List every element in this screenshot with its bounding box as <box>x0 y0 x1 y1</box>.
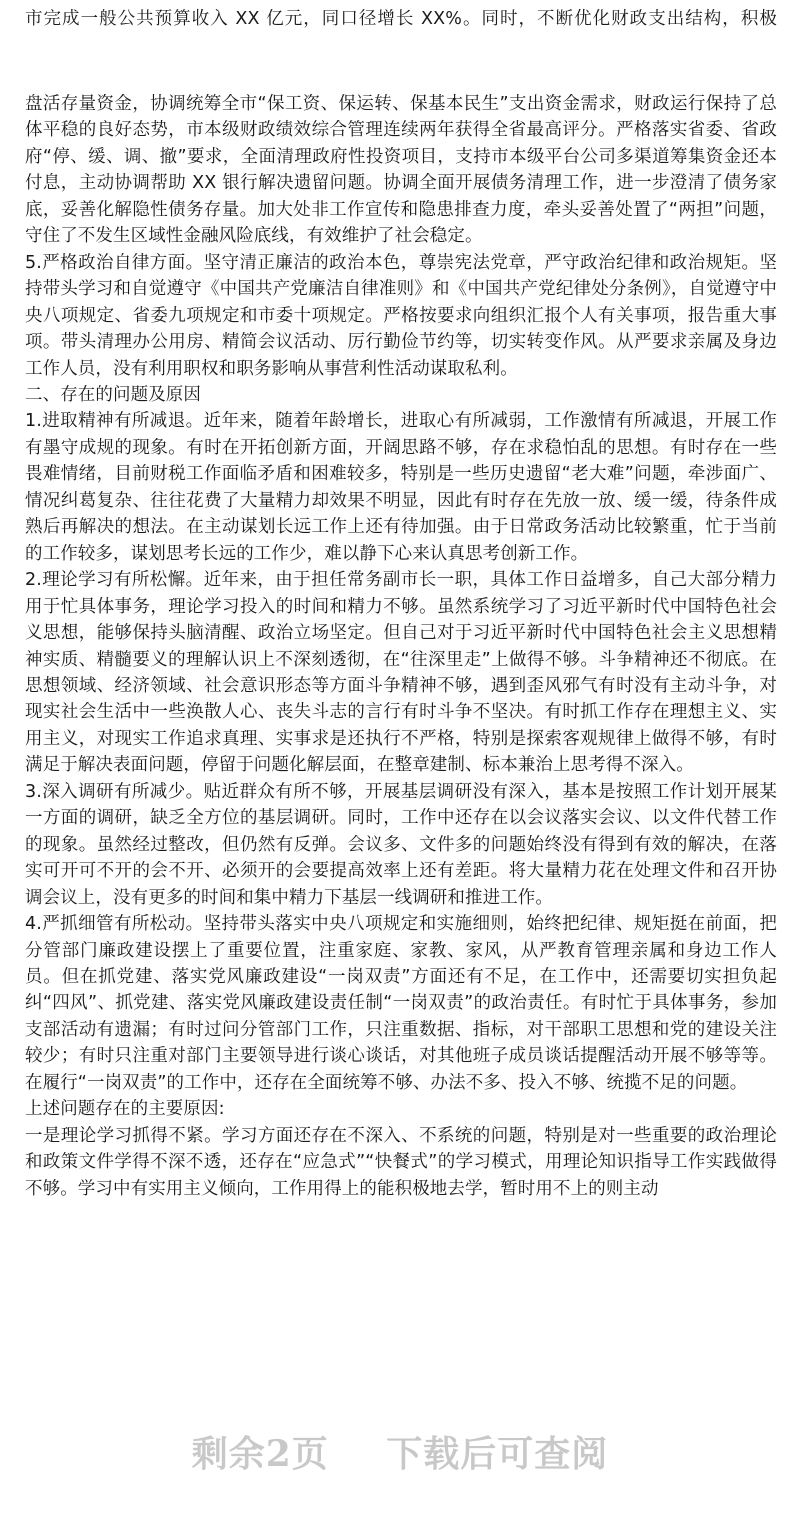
download-hint-label: 下载后可查阅 <box>386 1433 609 1475</box>
paragraph-political-self-discipline: 5.严格政治自律方面。坚守清正廉洁的政治本色，尊崇宪法党章，严守政治纪律和政治规矩。坚持带头学习和自觉遵守《中国共产党廉洁自律准则》和《中国共产党纪律处分条例》，自觉遵守中央八项规定、省委九项规定和市委十项规定。严格按要求向组织汇报个人有关事项，报告重大事项。带头清理办公用房、精简会议活动、厉行勤俭节约等，切实转变作风。从严要求亲属及身边工作人员，没有利用职权和职务影响从事营利性活动谋取私利。 <box>25 252 777 379</box>
top-line: 市完成一般公共预算收入 XX 亿元，同口径增长 XX%。同时，不断优化财政支出结构，积极 <box>25 9 777 29</box>
download-prompt[interactable] <box>0 1424 800 1484</box>
clipped-top-line <box>25 0 777 2</box>
remaining-pages-label: 剩余2页 <box>191 1433 329 1475</box>
paragraph-strict-management: 4.严抓细管有所松动。坚持带头落实中央八项规定和实施细则，始终把纪律、规矩挺在前面，把分管部门廉政建设摆上了重要位置，注重家庭、家教、家风，从严教育管理亲属和身边工作人员。但在抓党建、落实党风廉政建设“一岗双责”方面还有不足，在工作中，还需要切实担负起纠“四风”、抓党建、落实党风廉政建设责任制“一岗双责”的政治责任。有时忙于具体事务，参加支部活动有遗漏；有时过问分管部门工作，只注重数据、指标，对干部职工思想和党的建设关注较少；有时只注重对部门主要领导进行谈心谈话，对其他班子成员谈话提醒活动开展不够等等。在履行“一岗双责”的工作中，还存在全面统筹不够、办法不多、投入不够、统揽不足的问题。 <box>25 914 777 1093</box>
subheading-main-causes: 上述问题存在的主要原因: <box>25 1099 225 1120</box>
paragraph-field-research: 3.深入调研有所减少。贴近群众有所不够，开展基层调研没有深入，基本是按照工作计划开展某一方面的调研，缺乏全方位的基层调研。同时，工作中还存在以会议落实会议、以文件代替工作的现象。虽然经过整改，但仍然有反弹。会议多、文件多的问题始终没有得到有效的解决，在落实可开可不开的会不开、必须开的会要提高效率上还有差距。将大量精力花在处理文件和召开协调会议上，没有更多的时间和集中精力下基层一线调研和推进工作。 <box>25 781 777 908</box>
paragraph-fiscal-management: 盘活存量资金，协调统筹全市“保工资、保运转、保基本民生”支出资金需求，财政运行保持了总体平稳的良好态势，市本级财政绩效综合管理连续两年获得全省最高评分。严格落实省委、省政府“停、缓、调、撤”要求，全面清理政府性投资项目，支持市本级平台公司多渠道筹集资金还本付息，主动协调帮助 XX 银行解决遗留问题。协调全面开展债务清理工作，进一步澄清了债务家底，妥善化解隐性债务存量。加大处非工作宣传和隐患排查力度，牵头妥善处置了“两担”问题，守住了不发生区域性金融风险底线，有效维护了社会稳定。 <box>25 94 777 247</box>
paragraph-cause-theory-study: 一是理论学习抓得不紧。学习方面还存在不深入、不系统的问题，特别是对一些重要的政治理论和政策文件学得不深不透，还存在“应急式”“快餐式”的学习模式，用理论知识指导工作实践做得不够。学习中有实用主义倾向，工作用得上的能积极地去学，暂时用不上的则主动 <box>25 1125 777 1199</box>
document-body <box>25 91 777 1202</box>
section-heading-problems: 二、存在的问题及原因 <box>25 384 201 405</box>
paragraph-theory-study: 2.理论学习有所松懈。近年来，由于担任常务副市长一职，具体工作日益增多，自己大部分精力用于忙具体事务，理论学习投入的时间和精力不够。虽然系统学习了习近平新时代中国特色社会义思想，能够保持头脑清醒、政治立场坚定。但自己对于习近平新时代中国特色社会主义思想精神实质、精髓要义的理解认识上不深刻透彻，在“往深里走”上做得不够。斗争精神还不彻底。在思想领域、经济领域、社会意识形态等方面斗争精神不够，遇到歪风邪气有时没有主动斗争，对现实社会生活中一些涣散人心、丧失斗志的言行有时斗争不坚决。有时抓工作存在理想主义、实用主义，对现实工作追求真理、实事求是还执行不严格，特别是探索客观规律上做得不够，有时满足于解决表面问题，停留于问题化解层面，在整章建制、标本兼治上思考得不深入。 <box>25 570 777 776</box>
paragraph-enterprising-spirit: 1.进取精神有所减退。近年来，随着年龄增长，进取心有所减弱，工作激情有所减退，开展工作有墨守成规的现象。有时在开拓创新方面，开阔思路不够，存在求稳怕乱的思想。有时存在一些畏难情绪，目前财税工作面临矛盾和困难较多，特别是一些历史遗留“老大难”问题，牵涉面广、情况纠葛复杂、往往花费了大量精力却效果不明显，因此有时存在先放一放、缓一缓，待条件成熟后再解决的想法。在主动谋划长远工作上还有待加强。由于日常政务活动比较繁重，忙于当前的工作较多，谋划思考长远的工作少，难以静下心来认真思考创新工作。 <box>25 411 777 564</box>
